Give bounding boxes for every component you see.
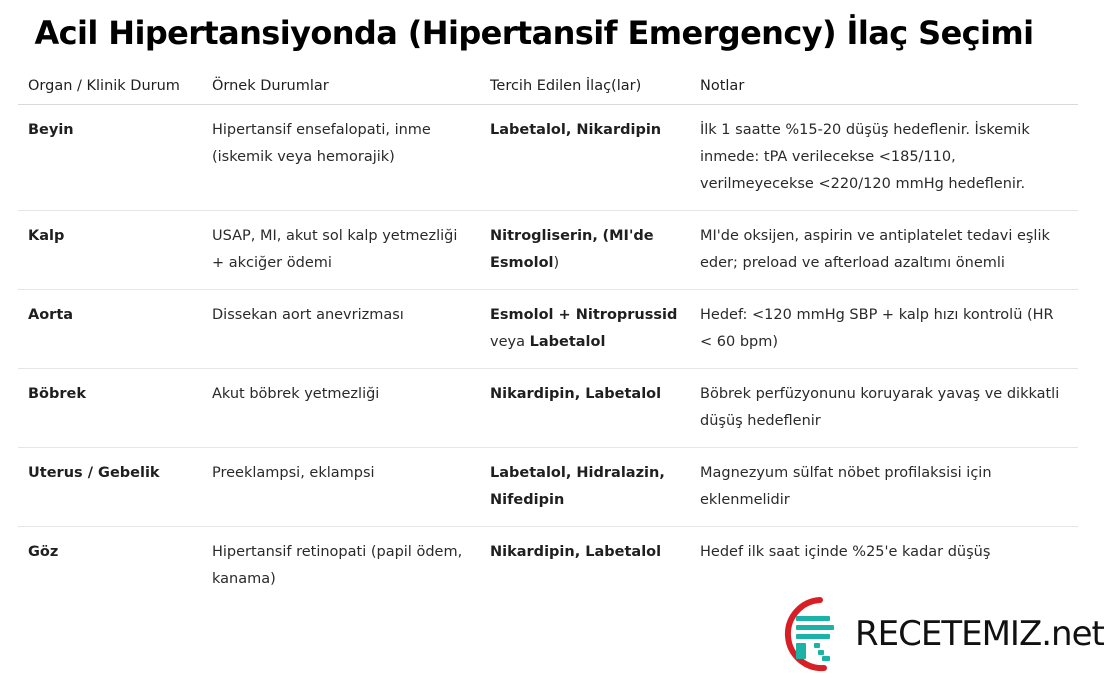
organ-cell: Uterus / Gebelik xyxy=(18,448,202,527)
examples-cell: Dissekan aort anevrizması xyxy=(202,290,480,369)
logo-r-bars xyxy=(796,616,834,661)
drug-names: Nitrogliserin, xyxy=(490,228,598,244)
drug-selection-table xyxy=(18,68,1078,605)
examples-cell: Hipertansif retinopati (papil ödem, kanama) xyxy=(212,544,463,587)
table-row xyxy=(18,448,1078,527)
table-row xyxy=(18,369,1078,448)
logo-text: RECETEMIZ.net xyxy=(855,614,1104,654)
drugs-cell xyxy=(480,290,690,369)
organ-cell: Aorta xyxy=(18,290,202,369)
notes-cell: İlk 1 saatte %15-20 düşüş hedeflenir. İskemik inmede: tPA verilecekse <185/110, verilmeyecekse <220/120 mmHg hedeflenir. xyxy=(690,105,1078,211)
header-notes: Notlar xyxy=(690,68,1078,105)
page-title: Acil Hipertansiyonda (Hipertansif Emergency) İlaç Seçimi xyxy=(34,14,1034,52)
drug-note-close: ) xyxy=(553,255,560,271)
examples-cell: Preeklampsi, eklampsi xyxy=(202,448,480,527)
drug-names: Labetalol, Nikardipin xyxy=(490,122,662,138)
drugs-cell xyxy=(480,211,690,290)
examples-cell: USAP, MI, akut sol kalp yetmezliği + akciğer ödemi xyxy=(202,211,480,290)
organ-cell: Beyin xyxy=(18,105,202,211)
organ-cell: Göz xyxy=(28,544,59,560)
notes-cell: Böbrek perfüzyonunu koruyarak yavaş ve dikkatli düşüş hedeflenir xyxy=(690,369,1078,448)
drug-names: Nikardipin, Labetalol xyxy=(490,386,662,402)
organ-cell: Kalp xyxy=(18,211,202,290)
table-row xyxy=(18,211,1078,290)
table-row xyxy=(18,290,1078,369)
examples-cell: Hipertansif ensefalopati, inme (iskemik veya hemorajik) xyxy=(202,105,480,211)
organ-cell: Böbrek xyxy=(18,369,202,448)
drug-names: Esmolol + Nitroprussid xyxy=(490,307,678,323)
drug-names-2: Esmolol xyxy=(490,255,554,271)
table-header-row xyxy=(18,68,1078,105)
header-drugs: Tercih Edilen İlaç(lar) xyxy=(480,68,690,105)
header-organ: Organ / Klinik Durum xyxy=(18,68,202,105)
notes-cell: Hedef ilk saat içinde %25'e kadar düşüş xyxy=(700,544,991,560)
drugs-cell xyxy=(480,369,690,448)
notes-cell: MI'de oksijen, aspirin ve antiplatelet tedavi eşlik eder; preload ve afterload azaltımı önemli xyxy=(690,211,1078,290)
drug-note: veya xyxy=(490,334,525,350)
drug-note: (MI'de xyxy=(602,228,654,244)
header-examples: Örnek Durumlar xyxy=(202,68,480,105)
examples-cell: Akut böbrek yetmezliği xyxy=(202,369,480,448)
drug-names-2: Labetalol xyxy=(529,334,606,350)
drugs-cell xyxy=(480,105,690,211)
logo-mark-icon xyxy=(772,594,852,674)
receteniz-logo xyxy=(772,594,1104,674)
drugs-cell xyxy=(480,448,690,527)
notes-cell: Magnezyum sülfat nöbet profilaksisi için eklenmelidir xyxy=(690,448,1078,527)
notes-cell: Hedef: <120 mmHg SBP + kalp hızı kontrolü (HR < 60 bpm) xyxy=(690,290,1078,369)
drug-names: Nikardipin, Labetalol xyxy=(490,544,662,560)
drugs-cell xyxy=(480,527,690,606)
drug-names: Labetalol, Hidralazin, Nifedipin xyxy=(490,465,665,508)
table-row xyxy=(18,105,1078,211)
